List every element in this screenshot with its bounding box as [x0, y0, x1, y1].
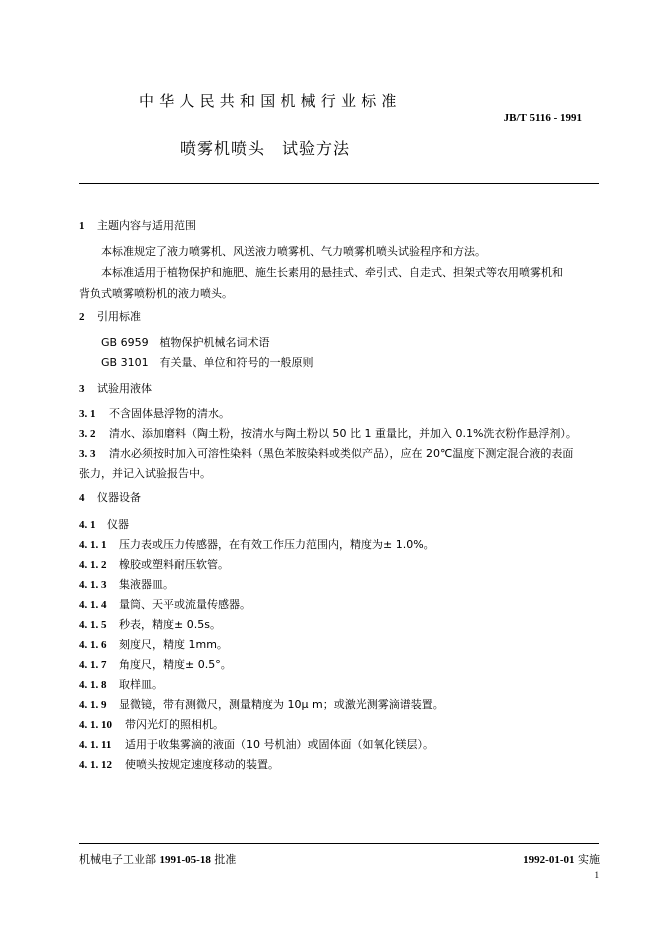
- list-item: [79, 636, 228, 652]
- clause-3-1: [79, 405, 230, 421]
- section-2-heading: [79, 308, 141, 324]
- section-3-heading: [79, 380, 152, 396]
- section-number: 3: [79, 383, 85, 395]
- clause-text: 适用于收集雾滴的液面（10 号机油）或固体面（如氧化镁层）。: [125, 738, 434, 751]
- clause-number: 4. 1. 2: [79, 559, 107, 571]
- standard-code: JB/T 5116 - 1991: [503, 112, 582, 124]
- clause-number: 4. 1: [79, 519, 96, 531]
- clause-text: 刻度尺，精度 1mm。: [119, 638, 228, 651]
- clause-text: 集液器皿。: [119, 578, 174, 591]
- reference-item: GB 3101 有关量、单位和符号的一般原则: [101, 356, 314, 369]
- reference-item: GB 6959 植物保护机械名词术语: [101, 336, 270, 349]
- section-1-heading: [79, 217, 196, 233]
- paragraph: 本标准规定了液力喷雾机、风送液力喷雾机、气力喷雾机喷头试验程序和方法。: [101, 245, 486, 258]
- clause-number: 4. 1. 3: [79, 579, 107, 591]
- implementation-label: 实施: [578, 853, 600, 866]
- clause-text: 压力表或压力传感器，在有效工作压力范围内，精度为± 1.0%。: [119, 538, 435, 551]
- clause-3-2: [79, 425, 577, 441]
- section-number: 2: [79, 311, 85, 323]
- clause-number: 4. 1. 12: [79, 759, 112, 771]
- list-item: [79, 596, 251, 612]
- clause-number: 4. 1. 1: [79, 539, 107, 551]
- footer-divider: [79, 843, 599, 844]
- document-title: 喷雾机喷头 试验方法: [180, 139, 351, 158]
- section-title: 主题内容与适用范围: [97, 219, 196, 232]
- clause-number: 4. 1. 6: [79, 639, 107, 651]
- approval-line: [79, 851, 236, 867]
- approval-label: 批准: [214, 853, 237, 866]
- clause-text: 清水必须按时加入可溶性染料（黑色苯胺染料或类似产品），应在 20℃温度下测定混合液的表面: [109, 447, 574, 460]
- clause-4-1: [79, 516, 129, 532]
- list-item: [79, 536, 435, 552]
- clause-number: 4. 1. 10: [79, 719, 112, 731]
- issuing-ministry: 机械电子工业部: [79, 853, 156, 866]
- list-item: [79, 576, 174, 592]
- clause-text: 秒表，精度± 0.5s。: [119, 618, 221, 631]
- clause-number: 4. 1. 7: [79, 659, 107, 671]
- clause-text: 橡胶或塑料耐压软管。: [119, 558, 229, 571]
- clause-number: 4. 1. 11: [79, 739, 112, 751]
- clause-number: 4. 1. 5: [79, 619, 107, 631]
- header-divider: [79, 183, 599, 184]
- section-title: 仪器设备: [97, 491, 141, 504]
- page-number: 1: [594, 870, 599, 880]
- list-item: [79, 616, 221, 632]
- clause-text: 取样皿。: [119, 678, 163, 691]
- list-item: [79, 716, 224, 732]
- section-number: 4: [79, 492, 85, 504]
- clause-text: 量筒、天平或流量传感器。: [119, 598, 251, 611]
- clause-text: 不含固体悬浮物的清水。: [109, 407, 230, 420]
- section-title: 试验用液体: [97, 382, 152, 395]
- paragraph-continuation: 张力，并记入试验报告中。: [79, 467, 211, 480]
- list-item: [79, 556, 229, 572]
- clause-text: 清水、添加磨料（陶土粉，按清水与陶土粉以 50 比 1 重量比，并加入 0.1%洗衣粉作悬浮剂）。: [109, 427, 577, 440]
- paragraph: 本标准适用于植物保护和施肥、施生长素用的悬挂式、牵引式、自走式、担架式等农用喷雾机和: [101, 266, 563, 279]
- list-item: [79, 756, 279, 772]
- clause-text: 角度尺，精度± 0.5°。: [119, 658, 232, 671]
- clause-number: 4. 1. 9: [79, 699, 107, 711]
- clause-number: 3. 2: [79, 428, 96, 440]
- section-number: 1: [79, 220, 85, 232]
- paragraph-continuation: 背负式喷雾喷粉机的液力喷头。: [79, 287, 233, 300]
- list-item: [79, 656, 232, 672]
- clause-number: 4. 1. 8: [79, 679, 107, 691]
- clause-text: 使喷头按规定速度移动的装置。: [125, 758, 279, 771]
- section-4-heading: [79, 489, 141, 505]
- clause-3-3: [79, 445, 573, 461]
- section-title: 引用标准: [97, 310, 141, 323]
- org-title: 中华人民共和国机械行业标准: [139, 92, 402, 110]
- clause-number: 3. 3: [79, 448, 96, 460]
- clause-text: 带闪光灯的照相机。: [125, 718, 224, 731]
- list-item: [79, 736, 434, 752]
- clause-title: 仪器: [107, 518, 129, 531]
- implementation-line: [523, 851, 600, 867]
- list-item: [79, 676, 163, 692]
- list-item: [79, 696, 444, 712]
- approval-date: 1991-05-18: [159, 854, 211, 866]
- implementation-date: 1992-01-01: [523, 854, 575, 866]
- clause-text: 显微镜，带有测微尺，测量精度为 10μ m；或激光测雾滴谱装置。: [119, 698, 444, 711]
- clause-number: 3. 1: [79, 408, 96, 420]
- clause-number: 4. 1. 4: [79, 599, 107, 611]
